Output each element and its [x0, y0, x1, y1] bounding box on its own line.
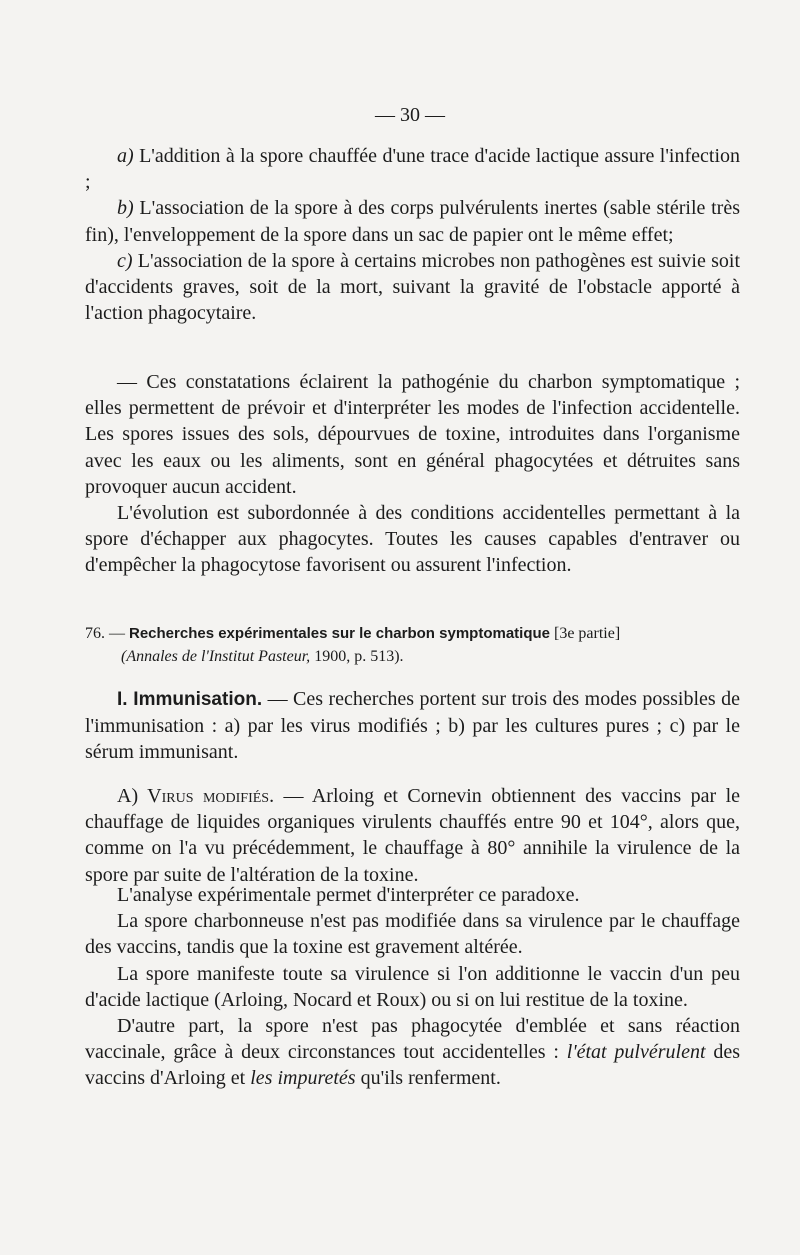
immunisation-text: — Ces recherches portent sur trois des modes possibles de l'immunisation : a) par les virus modifiés ; b) par les cultures pures ; c) par le sérum immunisant.: [85, 688, 741, 764]
item-a-text: L'addition à la spore chauffée d'une trace d'acide lactique assure l'infection ;: [85, 145, 741, 194]
immunisation-paragraph: [85, 686, 740, 766]
paragraph-evolution: L'évolution est subordonnée à des conditions accidentelles permettant à la spore d'échapper aux phagocytes. Toutes les causes capables d'entraver ou d'empêcher la phagocytose favorisent ou assurent l'infection.: [85, 502, 740, 577]
entry-reference: [85, 645, 740, 668]
final-impuretes: les impuretés: [250, 1067, 356, 1090]
conditions-list: [85, 143, 740, 326]
virus-paragraph: [85, 783, 740, 888]
entry-part: [3e partie]: [554, 625, 621, 642]
conclusion-section: [85, 369, 740, 579]
immunisation-section: [85, 686, 740, 766]
paragraph: La spore charbonneuse n'est pas modifiée dans sa virulence par le chauffage des vaccins, tandis que la toxine est gravement altérée.: [85, 910, 740, 959]
item-b: [85, 195, 740, 247]
item-c-label: c): [117, 249, 133, 272]
item-a-label: a): [117, 145, 134, 167]
page-number: — 30 —: [375, 104, 445, 126]
item-b-label: b): [117, 197, 134, 220]
paragraph: La spore manifeste toute sa virulence si l'on additionne le vaccin d'un peu d'acide lactique (Arloing, Nocard et Roux) ou si on lui restitue de la toxine.: [85, 962, 740, 1011]
bibliography-entry: [85, 622, 740, 668]
paragraph-final: [85, 1013, 740, 1092]
paragraph-constatations: — Ces constatations éclairent la pathogénie du charbon symptomatique ; elles permettent de prévoir et d'interpréter les modes de l'infection accidentelle. Les spores issues des sols, dépourvues de toxine, introduites dans l'organisme avec les eaux ou les aliments, sont en général phagocytées et détruites sans provoquer aucun accident.: [85, 371, 740, 498]
final-etat: l'état pulvérulent: [566, 1041, 706, 1064]
entry-journal: (Annales de l'Institut Pasteur,: [121, 648, 311, 665]
paragraph: L'analyse expérimentale permet d'interpréter ce paradoxe.: [117, 884, 580, 906]
entry-title: Recherches expérimentales sur le charbon symptomatique: [129, 625, 550, 642]
final-mid: des vaccins d'Arloing et: [85, 1041, 741, 1090]
analysis-section: [85, 882, 740, 1092]
item-c: [85, 248, 740, 327]
item-c-text: L'association de la spore à certains microbes non pathogènes est suivie soit d'accidents graves, soit de la mort, suivant la gravité de l'obstacle apporté à l'action phagocytaire.: [85, 249, 740, 325]
final-end: qu'ils renferment.: [360, 1067, 501, 1090]
entry-year-page: 1900, p. 513).: [314, 648, 404, 665]
entry-number: 76. —: [85, 625, 125, 642]
final-start: D'autre part, la spore n'est pas phagocytée d'emblée et sans réaction vaccinale, grâce à deux circonstances tout accidentelles :: [85, 1015, 740, 1064]
virus-section: [85, 783, 740, 888]
item-a: [85, 143, 740, 195]
item-b-text: L'association de la spore à des corps pulvérulents inertes (sable stérile très fin), l'enveloppement de la spore dans un sac de papier ont le même effet;: [85, 197, 741, 246]
section-heading: I. Immunisation.: [117, 689, 263, 710]
virus-text: — Arloing et Cornevin obtiennent des vaccins par le chauffage de liquides organiques virulents chauffés entre 90 et 104°, alors que, comme on l'a vu précédemment, le chauffage à 80° annihile la virulence de la spore par suite de l'altération de la toxine.: [85, 785, 740, 886]
subsection-label: A) Virus modifiés.: [117, 785, 275, 807]
